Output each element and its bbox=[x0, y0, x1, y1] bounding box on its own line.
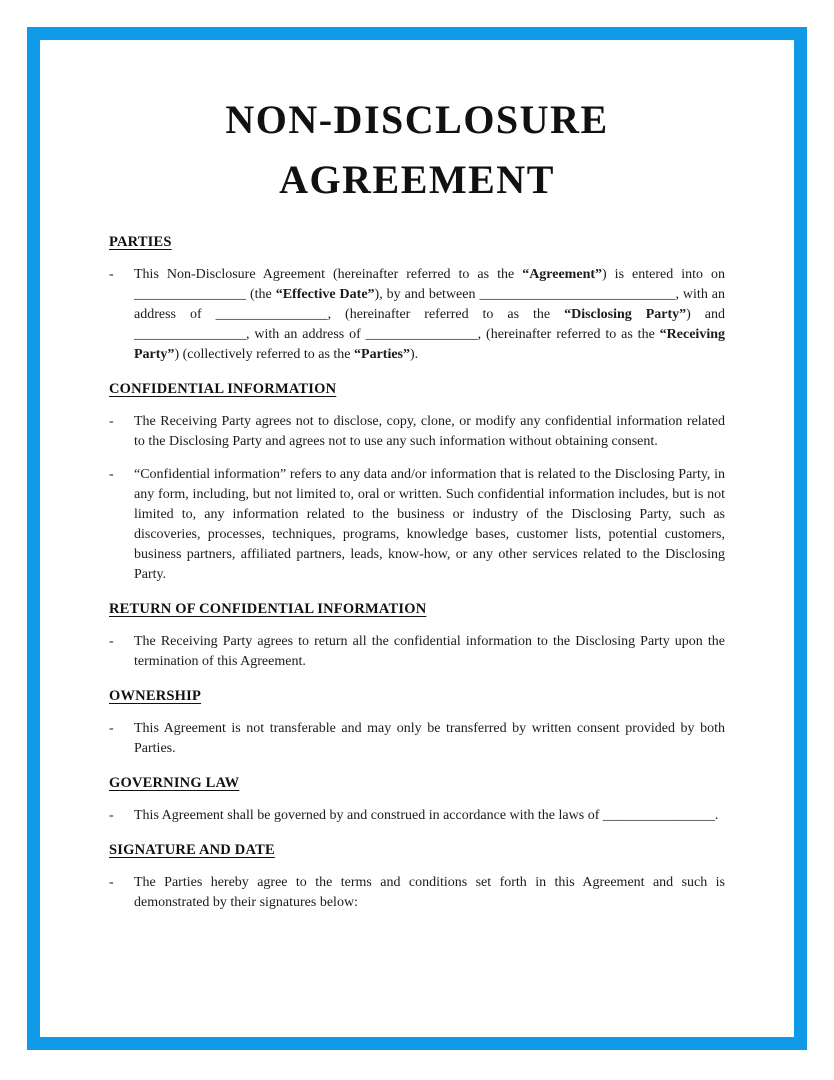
paragraph-text: This Agreement is not transferable and may only be transferred by written consent provided by both Parties. bbox=[134, 721, 725, 756]
list-item bbox=[109, 632, 725, 672]
list-dash: - bbox=[109, 414, 114, 429]
paragraph-text: The Receiving Party agrees not to disclose, copy, clone, or modify any confidential information related to the Disclosing Party and agrees not to use any such information without obtaining consent. bbox=[134, 414, 725, 449]
document-section bbox=[109, 688, 725, 759]
paragraph-text: This Non-Disclosure Agreement (hereinafter referred to as the “Agreement”) is entered into on ________________ (the “Effective Date”), by and between ____________________________, with an address of ________________, (hereinafter referred to as the “Disclosing Party”) and ________________, with an address of ________________, (hereinafter referred to as the “Receiving Party”) (collectively referred to as the “Parties”). bbox=[134, 267, 726, 362]
paragraph-text: The Parties hereby agree to the terms and conditions set forth in this Agreement and such is demonstrated by their signatures below: bbox=[134, 875, 725, 910]
bold-term: “Agreement” bbox=[522, 267, 603, 282]
section-heading: SIGNATURE AND DATE bbox=[109, 842, 275, 858]
document-sections bbox=[109, 234, 725, 913]
section-heading: CONFIDENTIAL INFORMATION bbox=[109, 381, 337, 397]
list-item bbox=[109, 412, 725, 452]
document-title-line-2: AGREEMENT bbox=[279, 157, 555, 202]
document-section bbox=[109, 775, 725, 826]
document-section bbox=[109, 601, 725, 672]
document-section bbox=[109, 234, 725, 365]
document-section bbox=[109, 381, 725, 585]
list-item bbox=[109, 873, 725, 913]
list-dash: - bbox=[109, 634, 114, 649]
list-item bbox=[109, 806, 725, 826]
document-title-line-1: NON-DISCLOSURE bbox=[225, 97, 609, 142]
bold-term: “Disclosing Party” bbox=[564, 307, 687, 322]
list-item bbox=[109, 265, 725, 365]
section-heading: OWNERSHIP bbox=[109, 688, 202, 704]
document-title bbox=[109, 90, 725, 210]
list-dash: - bbox=[109, 721, 114, 736]
paragraph-text: This Agreement shall be governed by and construed in accordance with the laws of ________________. bbox=[134, 808, 719, 823]
list-dash: - bbox=[109, 467, 114, 482]
list-item bbox=[109, 465, 725, 585]
list-dash: - bbox=[109, 808, 114, 823]
bold-term: “Receiving Party” bbox=[134, 327, 725, 362]
page-border-frame bbox=[27, 27, 807, 1050]
bold-term: “Effective Date” bbox=[275, 287, 375, 302]
list-dash: - bbox=[109, 875, 114, 890]
section-heading: RETURN OF CONFIDENTIAL INFORMATION bbox=[109, 601, 427, 617]
document-section bbox=[109, 842, 725, 913]
paragraph-text: The Receiving Party agrees to return all the confidential information to the Disclosing Party upon the termination of this Agreement. bbox=[134, 634, 725, 669]
list-dash: - bbox=[109, 267, 114, 282]
section-heading: GOVERNING LAW bbox=[109, 775, 240, 791]
section-heading: PARTIES bbox=[109, 234, 172, 250]
bold-term: “Parties” bbox=[354, 347, 410, 362]
paragraph-text: “Confidential information” refers to any data and/or information that is related to the Disclosing Party, in any form, including, but not limited to, oral or written. Such confidential information includes, but is not limited to, any information related to the business or industry of the Disclosing Party, such as discoveries, processes, techniques, programs, knowledge bases, customer lists, potential customers, business partners, affiliated partners, leads, know-how, or any other services related to the Disclosing Party. bbox=[134, 467, 725, 582]
list-item bbox=[109, 719, 725, 759]
